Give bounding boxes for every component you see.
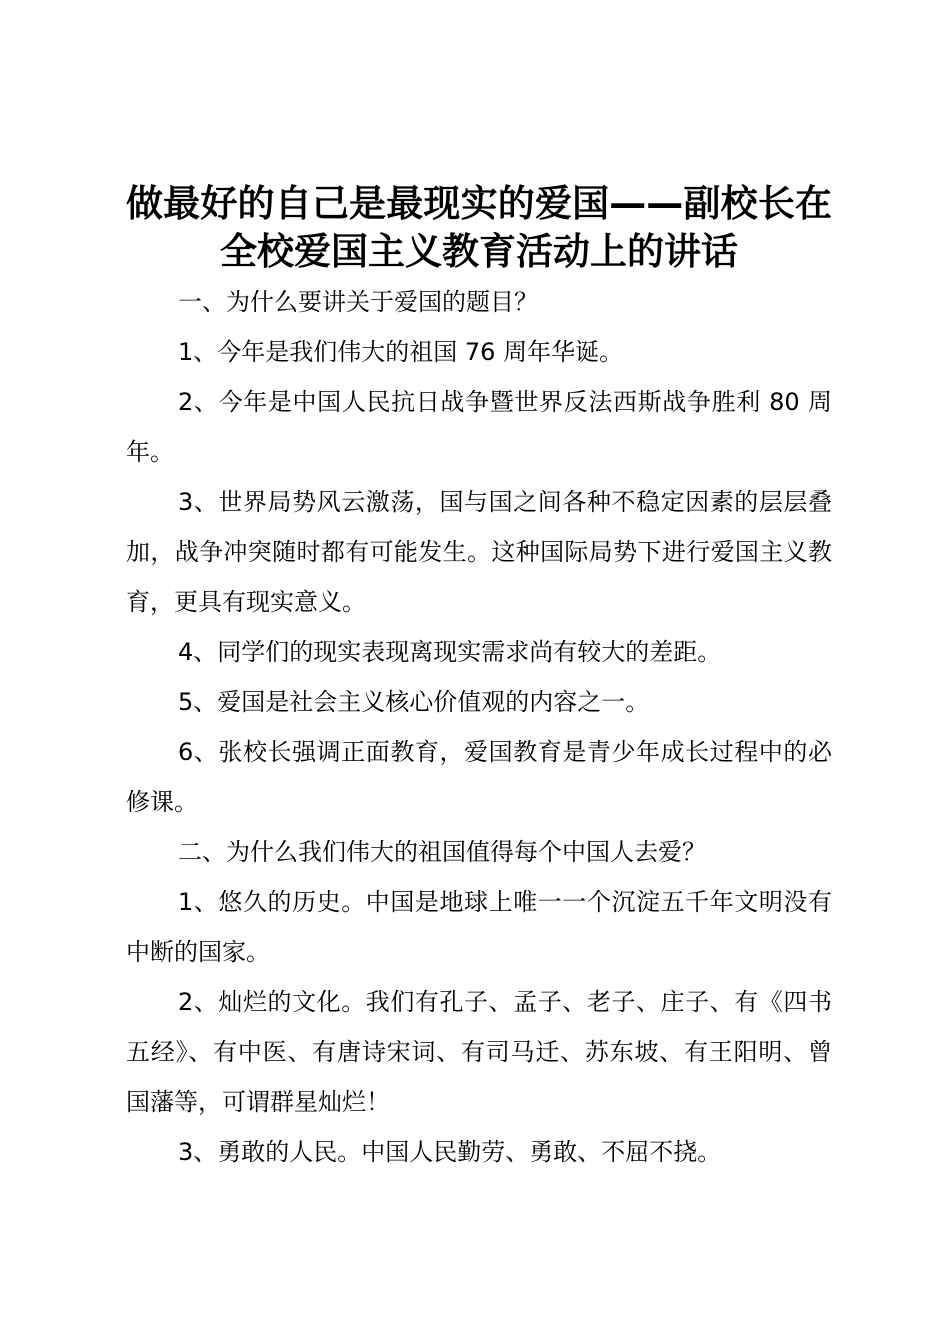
list-item: 4、同学们的现实表现离现实需求尚有较大的差距。	[178, 638, 722, 666]
list-item: 5、爱国是社会主义核心价值观的内容之一。	[178, 688, 650, 716]
section-heading-2: 二、为什么我们伟大的祖国值得每个中国人去爱？	[178, 838, 706, 866]
list-item: 2、今年是中国人民抗日战争暨世界反法西斯战争胜利 80 周年。	[126, 388, 832, 466]
document-title: 做最好的自己是最现实的爱国——副校长在全校爱国主义教育活动上的讲话	[126, 182, 832, 273]
list-item: 6、张校长强调正面教育，爱国教育是青少年成长过程中的必修课。	[126, 738, 832, 816]
section-heading-1: 一、为什么要讲关于爱国的题目？	[178, 288, 538, 316]
list-item: 2、灿烂的文化。我们有孔子、孟子、老子、庄子、有《四书五经》、有中医、有唐诗宋词、有司马迁、苏东坡、有王阳明、曾国藩等，可谓群星灿烂！	[126, 988, 832, 1116]
list-item: 3、勇敢的人民。中国人民勤劳、勇敢、不屈不挠。	[178, 1138, 722, 1166]
list-item: 1、今年是我们伟大的祖国 76 周年华诞。	[178, 338, 624, 366]
document-page	[126, 180, 832, 1177]
list-item: 1、悠久的历史。中国是地球上唯一一个沉淀五千年文明没有中断的国家。	[126, 888, 832, 966]
list-item: 3、世界局势风云激荡，国与国之间各种不稳定因素的层层叠加，战争冲突随时都有可能发生。这种国际局势下进行爱国主义教育，更具有现实意义。	[126, 488, 832, 616]
